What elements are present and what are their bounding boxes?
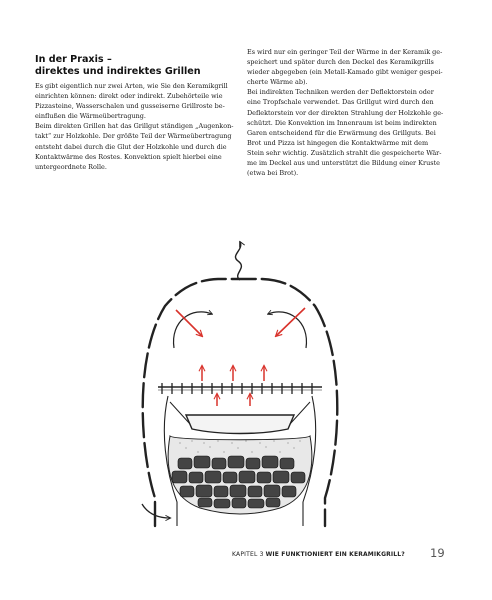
text-line: Es gibt eigentlich nur zwei Arten, wie Sie den Keramikgrill [35,82,228,90]
convection-arrow-left [174,312,212,348]
section-heading [35,54,235,77]
convection-arrow-right [268,312,306,348]
text-line: Beim direkten Grillen hat das Grillgut ständigen „Augenkon- [35,122,234,131]
radiation-arrow [176,310,202,336]
heat-arrows [202,366,264,406]
left-text-column [35,81,235,172]
text-line: Es wird nur ein geringer Teil der Wärme in der Keramik ge- [247,48,443,56]
text-line: cherte Wärme ab). [247,78,308,87]
text-line: einrichten können: direkt oder indirekt. Zubehörteile wie [35,92,223,101]
text-line: untergeordnete Rolle. [35,162,107,171]
right-text-column [247,47,457,178]
page-number: 19 [430,546,445,560]
chapter-title: WIE FUNKTIONIERT EIN KERAMIKGRILL? [265,551,405,558]
exhaust-arrow [235,242,241,280]
section-heading-line-1: In der Praxis – [35,54,112,65]
text-line: (etwa bei Brot). [247,169,299,178]
page-footer [232,551,447,558]
text-line: einflußen die Wärmeübertragung. [35,112,146,121]
chapter-label: KAPITEL 3 [232,551,264,558]
deflector-stone [186,415,294,434]
text-line: me im Deckel aus und unterstützt die Bildung einer Kruste [247,159,440,168]
text-line: schützt. Die Konvektion im Innenraum ist beim indirekten [247,118,437,127]
text-line: eine Tropfschale verwendet. Das Grillgut wird durch den [247,98,434,107]
text-line: takt“ zur Holzkohle. Der größte Teil der Wärmeübertragung [35,132,232,141]
text-line: Bei indirekten Techniken werden der Deflektorstein oder [247,88,434,97]
text-line: speichert und später durch den Deckel des Keramikgrills [247,58,434,67]
text-line: wieder abgegeben (ein Metall-Kamado gibt weniger gespei- [247,68,443,77]
cooking-grate [158,383,322,394]
text-line: Kontaktwärme des Rostes. Konvektion spielt hierbei eine [35,152,222,161]
text-line: Brot und Pizza ist hingegen die Kontaktwärme mit dem [247,138,429,147]
text-line: Garen entscheidend für die Erwärmung des Grillguts. Bei [247,128,436,137]
kamado-heat-diagram [140,236,340,536]
text-line: Pizzasteine, Wasserschalen und gusseiserne Grillroste be- [35,102,225,111]
text-line: Stein sehr wichtig. Zusätzlich strahlt die gespeicherte Wär- [247,148,442,157]
text-line: Deflektorstein vor der direkten Strahlung der Holzkohle ge- [247,108,444,117]
section-heading-line-2: direktes und indirektes Grillen [35,65,201,77]
text-line: entsteht dabei durch die Glut der Holzkohle und durch die [35,142,227,151]
